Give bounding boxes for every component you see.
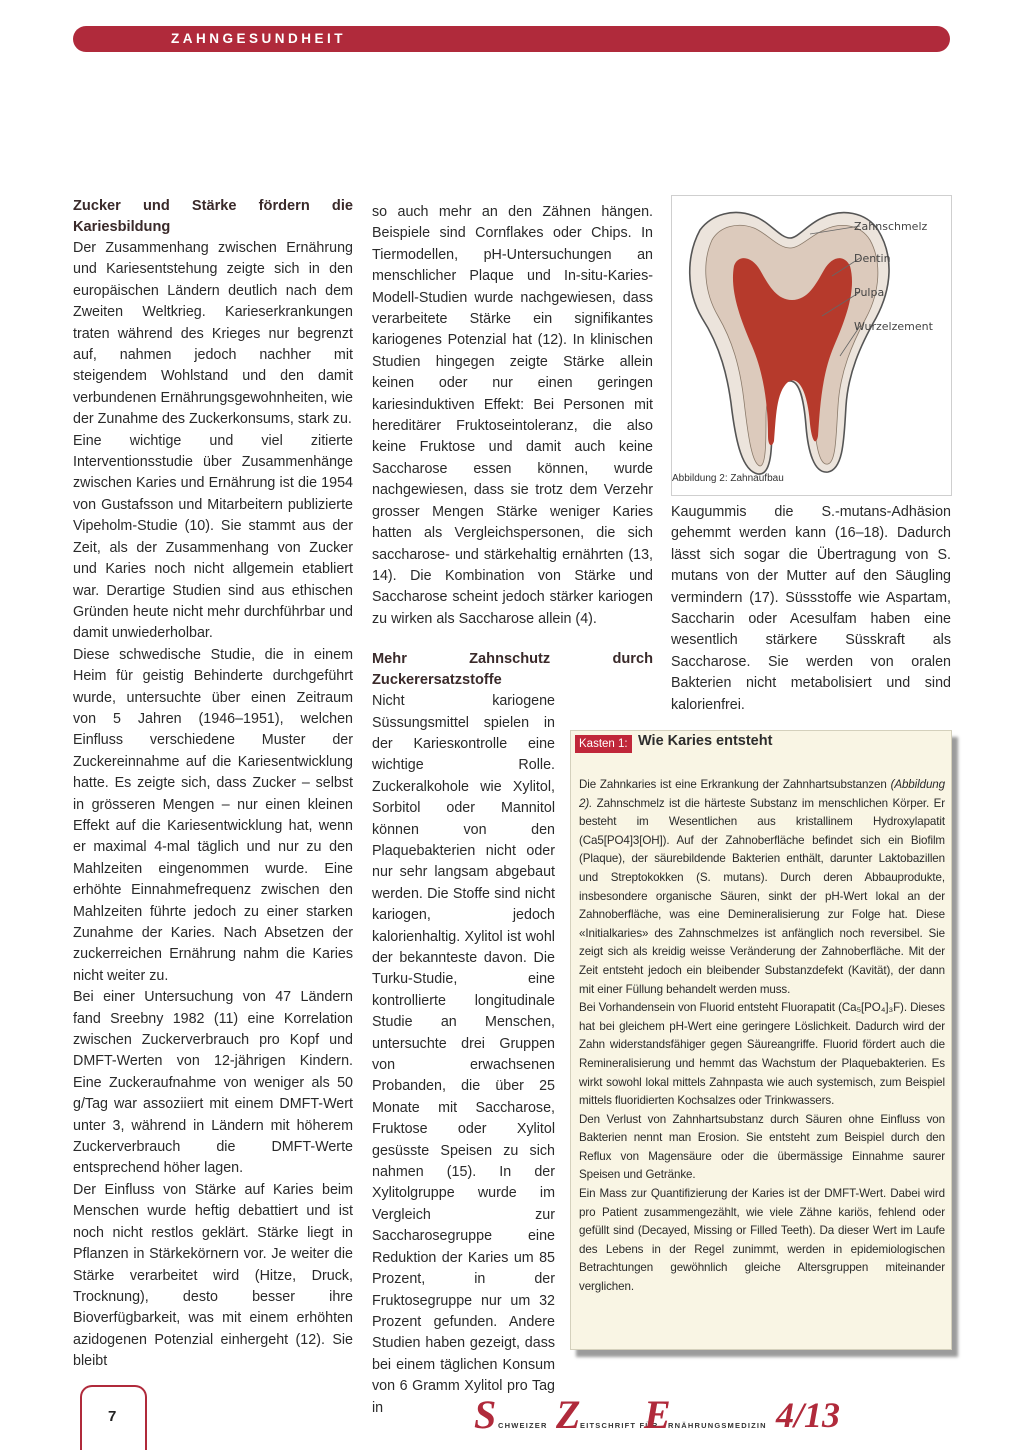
column-1 [73, 196, 353, 1373]
heading-zahnschutz: Mehr Zahnschutz durch Zuckerersatzstoffe [372, 651, 653, 689]
kasten-body [579, 776, 945, 1297]
journal-letter-s: S [474, 1392, 497, 1437]
heading-zucker-staerke: Zucker und Stärke fördern die Kariesbildung [73, 198, 353, 235]
page-number-tab [80, 1385, 147, 1450]
tooth-diagram [672, 196, 951, 495]
page-footer [0, 1385, 1024, 1448]
kasten-text: Die Zahnkaries ist eine Erkrankung der Zahnhartsubstanzen [579, 778, 891, 791]
column-3 [671, 502, 951, 716]
kasten-paragraph: Bei Vorhandensein von Fluorid entsteht Fluorapatit (Ca₅[PO₄]₃F). Dieses hat bei gleichem pH-Wert eine geringere Löslichkeit. Dadurch wird der Zahn widerstandsfähiger gegen Säureangriffe. Fluorid fördert auch die Remineralisierung und hemmt das Wachstum der Plaquebakterien. Es wirkt sowohl lokal mittels Zahnpasta wie auch systemisch, zum Beispiel mittels fluoridierten Kochsalzes oder Trinkwassers. [579, 1001, 945, 1108]
kasten-paragraph: Ein Mass zur Quantifizierung der Karies ist der DMFT-Wert. Dabei wird pro Patient zusammengezählt, wie viele Zähne kariös, fehlend oder gefüllt sind (Decayed, Missing or Filled Teeth). Da dieser Wert im Laufe des Lebens in der Regel zunimmt, werden in epidemiologischen Betrachtungen gewöhnlich gleiche Altersgruppen miteinander verglichen. [579, 1187, 945, 1294]
label-pulpa: Pulpa [854, 286, 885, 299]
col1-paragraph: Bei einer Untersuchung von 47 Ländern fand Sreebny 1982 (11) eine Korrelation zwischen Zuckerverbrauch pro Kopf und DMFT-Werten von 12-jährigen Kindern. Eine Zuckeraufnahme von weniger als 50 g/Tag war assoziiert mit einem DMFT-Wert unter 3, während in Ländern mit höherem Zuckerverbrauch die DMFT-Werte entsprechend höher lagen. [73, 989, 353, 1177]
col2-paragraph: so auch mehr an den Zähnen hängen. Beispiele sind Cornflakes oder Chips. In Tiermodellen, pH-Untersuchungen an menschlicher Plaque und In-situ-Karies-Modell-Studien wurde nachgewiesen, dass verarbeitete Stärke ein signifikantes kariogenes Potenzial hat (12). In klinischen Studien hingegen zeigte Stärke allein keinen oder nur einen geringen kariesinduktiven Effekt: Bei Personen mit hereditärer Fruktoseintoleranz, die also keine Fruktose und damit auch keine Saccharose essen können, wurde nachgewiesen, dass sie trotz dem Verzehr grosser Mengen Stärke weniger Karies hatten als Vergleichspersonen, die sich saccharose- und stärkehaltig ernährten (13, 14). Die Kombination von Stärke und Saccharose scheint jedoch stärker kariogen zu wirken als Saccharose allein (4). [372, 204, 653, 627]
figure-caption: Abbildung 2: Zahnaufbau [672, 473, 784, 484]
figure-reference: (Abbildung 2). [579, 778, 945, 810]
page-number: 7 [108, 1408, 117, 1425]
tooth-figure [671, 195, 952, 496]
label-zahnschmelz: Zahnschmelz [854, 220, 928, 233]
kasten-text: Zahnschmelz ist die härteste Substanz im menschlichen Körper. Er besteht im Wesentlichen aus kristallinem Hydroxylapatit (Ca5[PO4]3[OH]). Auf der Zahnoberfläche befindet sich ein Biofilm (Plaque), der säurebildende Bakterien enthält, darunter Laktobazillen und Streptokokken (S. mutans). Durch deren Abbauprodukte, insbesondere organische Säuren, sinkt der pH-Wert lokal an der Zahnoberfläche, was eine Demineralisierung zur Folge hat. Diese «Initialkaries» des Zahnschmelzes ist anfänglich noch reversibel. Sie zeigt sich als kreidig weisse Veränderung der Zahnoberfläche. Mit der Zeit entsteht jedoch ein bleibender Substanzdefekt (Kavität), der dann mit einer Füllung behandelt werden muss. [579, 796, 945, 996]
col1-paragraph: Diese schwedische Studie, die in einem Heim für geistig Behinderte durchgeführt wurde, untersuchte über einen Zeitraum von 5 Jahren (1946–1951), welchen Einfluss verschiedene Muster der Zuckereinnahme auf die Kariesentwicklung hatte. Es zeigte sich, dass Zucker – selbst in grösseren Mengen – nur einen kleinen Effekt auf die Kariesentwicklung hat, wenn er maximal 4-mal täglich und nur zu den Mahlzeiten eingenommen wurde. Eine erhöhte Einnahmefrequenz zwischen den Mahlzeiten führte jedoch zu einer starken Zunahme der Karies. Nach Absetzen der zuckerreichen Ernährung nahm die Karies nicht weiter zu. [73, 646, 353, 984]
col1-paragraph: Der Zusammenhang zwischen Ernährung und Kariesentstehung zeigte sich in den europäischen Ländern deutlich nach dem Zweiten Weltkrieg. Karieserkrankungen traten während des Krieges nur begrenzt auf, nahmen jedoch nachher mit steigendem Wohlstand und den damit verbundenen Ernährungsgewohnheiten, wie der Zunahme des Zuckerkonsums, stark zu. [73, 240, 353, 428]
kasten-title: Wie Karies entsteht [638, 733, 773, 749]
journal-letter-z: Z [556, 1392, 581, 1437]
journal-logo [474, 1392, 894, 1439]
journal-word: EITSCHRIFT FÜR [580, 1421, 659, 1430]
issue-number: 4/13 [776, 1395, 841, 1435]
kasten-paragraph: Den Verlust von Zahnhartsubstanz durch Säuren ohne Einfluss von Bakterien nennt man Erosion. Sie entsteht zum Beispiel durch den Reflux von Magensäure oder die übermässige Einnahme saurer Speisen und Getränke. [579, 1112, 945, 1182]
journal-letter-e: E [644, 1392, 671, 1437]
section-title: ZAHNGESUNDHEIT [171, 31, 347, 46]
col1-paragraph: Eine wichtige und viel zitierte Interventionsstudie über Zusammenhänge zwischen Karies und Ernährung ist die 1954 von Gustafsson und Mitarbeitern publizierte Vipeholm-Studie (10). Sie stammt aus der Zeit, als der Zusammenhang von Zucker und Karies noch nicht allgemein etabliert war. Derartige Studien sind aus ethischen Gründen heute nicht mehr durchführbar und damit unwiederholbar. [73, 432, 353, 642]
col2-paragraph: Nicht kariogene Süssungsmittel spielen in der Kariesкontrolle eine wichtige Rolle. Zuckeralkohole wie Xylitol, Sorbitol oder Mannitol können von den Plaquebakterien nicht oder nur sehr langsam abgebaut werden. Die Stoffe sind nicht kariogen, jedoch kalorienhaltig. Xylitol ist wohl der bekannteste davon. Die Turku-Studie, eine kontrollierte longitudinale Studie an Menschen, untersuchte drei Gruppen von erwachsenen Probanden, die über 25 Monate mit Saccharose, Fruktose oder Xylitol gesüsste Speisen zu sich nahmen (15). In der Xylitolgruppe wurde im Vergleich zur Saccharosegruppe eine Reduktion der Karies um 85 Prozent, in der Fruktosegruppe nur um 32 Prozent gefunden. Andere Studien haben gezeigt, dass bei einem täglichen Konsum von 6 Gramm Xylitol pro Tag in [372, 693, 555, 1416]
col3-paragraph: Kaugummis die S.-mutans-Adhäsion gehemmt werden kann (16–18). Dadurch lässt sich sogar die Übertragung von S. mutans von der Mutter auf den Säugling vermindern (17). Süssstoffe wie Aspartam, Saccharin oder Acesulfam haben eine wesentlich stärkere Süsskraft als Saccharose. Sie werden von oralen Bakterien nicht metabolisiert und sind kalorienfrei. [671, 504, 951, 713]
journal-word: RNÄHRUNGSMEDIZIN [668, 1421, 767, 1430]
kasten-paragraph [579, 776, 945, 999]
journal-word: CHWEIZER [498, 1421, 548, 1430]
info-box-kasten [570, 730, 952, 1350]
col1-paragraph: Der Einfluss von Stärke auf Karies beim Menschen wurde heftig debattiert und ist noch nicht restlos geklärt. Stärke liegt in Pflanzen in Stärkekörnern vor. Je weiter die Stärke verarbeitet wird (Hitze, Druck, Trocknung), desto besser ihre Bioverfügbarkeit, was mit einem erhöhten azidogenen Potenzial einhergeht (12). Sie bleibt [73, 1181, 353, 1370]
label-dentin: Dentin [854, 252, 891, 265]
label-wurzelzement: Wurzelzement [854, 320, 933, 333]
kasten-tag: Kasten 1: [575, 735, 632, 753]
section-header-bar [73, 26, 950, 52]
